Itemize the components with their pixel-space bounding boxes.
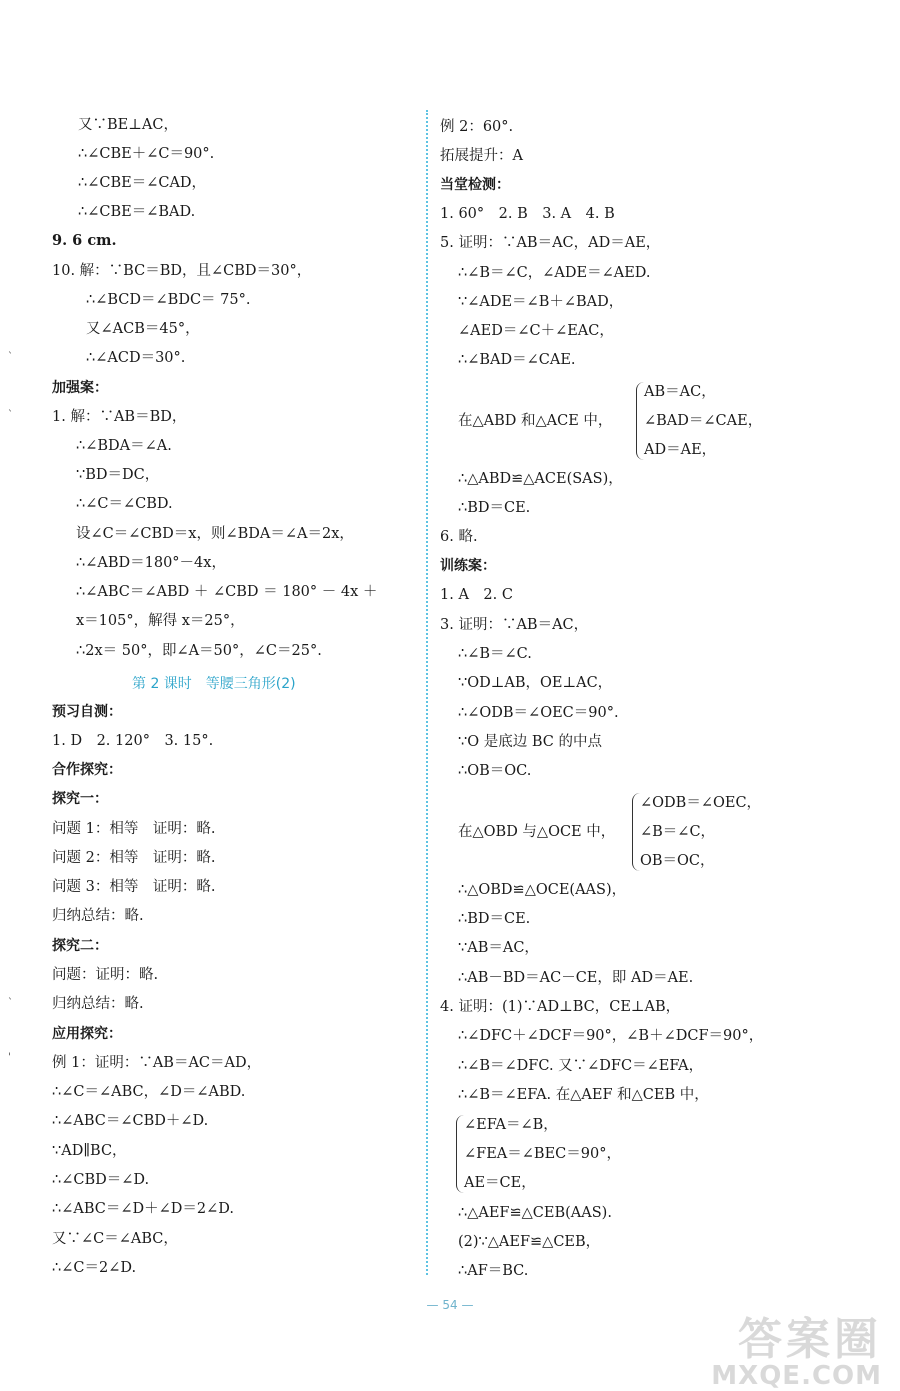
text-line: ∴∠ABC＝∠D＋∠D＝2∠D. bbox=[52, 1201, 235, 1217]
text-line: ∵BD＝DC， bbox=[76, 467, 160, 483]
text-line: ∴∠C＝2∠D. bbox=[52, 1260, 137, 1276]
text-line: ∴∠CBD＝∠D. bbox=[52, 1172, 150, 1188]
text-line: 训练案： bbox=[440, 558, 496, 574]
text-line: ∴OB＝OC. bbox=[458, 763, 532, 779]
text-line: 归纳总结：略. bbox=[52, 908, 144, 924]
text-line: ∴∠ODB＝∠OEC＝90°. bbox=[458, 705, 619, 721]
text-line: 探究一： bbox=[52, 791, 108, 807]
text-line: 问题：证明：略. bbox=[52, 967, 159, 983]
text-line: AB＝AC， bbox=[644, 384, 716, 400]
margin-mark: ' bbox=[8, 1052, 11, 1063]
text-line: AD＝AE， bbox=[644, 442, 717, 458]
text-line: ∴∠BAD＝∠CAE. bbox=[458, 352, 576, 368]
watermark bbox=[711, 1314, 882, 1391]
text-line: 加强案： bbox=[52, 380, 108, 396]
text-line: ∴∠ACD＝30°. bbox=[86, 350, 186, 366]
text-line: 归纳总结：略. bbox=[52, 996, 144, 1012]
text-line: 1. D 2. 120° 3. 15°. bbox=[52, 733, 214, 749]
text-line: ∴∠B＝∠DFC. 又∵∠DFC＝∠EFA， bbox=[458, 1058, 704, 1074]
text-line: 4. 证明：(1)∵AD⊥BC，CE⊥AB， bbox=[440, 999, 681, 1015]
text-line: ∴△ABD≌△ACE(SAS)， bbox=[458, 471, 623, 487]
page-number: — 54 — bbox=[426, 1298, 474, 1312]
text-line: 又∵BE⊥AC， bbox=[78, 117, 178, 133]
text-line: ∴∠ABD＝180°－4x， bbox=[76, 555, 226, 571]
text-line: 10. 解：∵BC＝BD，且∠CBD＝30°， bbox=[52, 263, 312, 279]
text-line: ∴AF＝BC. bbox=[458, 1263, 529, 1279]
text-line: ∴∠ABC＝∠CBD＋∠D. bbox=[52, 1113, 209, 1129]
text-line: 在△OBD 与△OCE 中， bbox=[458, 824, 616, 840]
text-line: ∠EFA＝∠B， bbox=[464, 1117, 558, 1133]
text-line: AE＝CE， bbox=[464, 1175, 536, 1191]
text-line: ∴∠BDA＝∠A. bbox=[76, 438, 172, 454]
text-line: ∵O 是底边 BC 的中点 bbox=[458, 734, 602, 750]
text-line: 6. 略. bbox=[440, 529, 478, 545]
text-line: 又∵∠C＝∠ABC， bbox=[52, 1231, 178, 1247]
text-line: 1. A 2. C bbox=[440, 587, 513, 603]
text-line: 问题 2：相等 证明：略. bbox=[52, 850, 216, 866]
text-line: ∴∠CBE＝∠CAD， bbox=[78, 175, 207, 191]
text-line: ∵OD⊥AB，OE⊥AC， bbox=[458, 675, 613, 691]
text-line: 当堂检测： bbox=[440, 177, 510, 193]
text-line: 设∠C＝∠CBD＝x，则∠BDA＝∠A＝2x， bbox=[76, 526, 354, 542]
text-line: 拓展提升：A bbox=[440, 148, 523, 164]
text-line: ∴∠B＝∠C，∠ADE＝∠AED. bbox=[458, 265, 651, 281]
text-line: ∴∠B＝∠C. bbox=[458, 646, 532, 662]
text-line: ∴△OBD≌△OCE(AAS)， bbox=[458, 882, 627, 898]
text-line: 9. 6 cm. bbox=[52, 232, 117, 249]
text-line: ∠BAD＝∠CAE， bbox=[644, 413, 763, 429]
text-line: 问题 3：相等 证明：略. bbox=[52, 879, 216, 895]
text-line: 应用探究： bbox=[52, 1026, 122, 1042]
text-line: 1. 解：∵AB＝BD， bbox=[52, 409, 187, 425]
brace-5 bbox=[636, 382, 647, 460]
text-line: 例 1：证明：∵AB＝AC＝AD， bbox=[52, 1055, 262, 1071]
text-line: ∴BD＝CE. bbox=[458, 500, 531, 516]
brace-4 bbox=[456, 1115, 467, 1193]
text-line: ∴∠CBE＋∠C＝90°. bbox=[78, 146, 215, 162]
text-line: 在△ABD 和△ACE 中， bbox=[458, 413, 613, 429]
text-line: ∴△AEF≌△CEB(AAS). bbox=[458, 1205, 612, 1221]
column-divider bbox=[426, 110, 428, 1275]
text-line: ∠B＝∠C， bbox=[640, 824, 716, 840]
text-line: ∠AED＝∠C＋∠EAC， bbox=[458, 323, 614, 339]
text-line: 合作探究： bbox=[52, 762, 122, 778]
text-line: ∵AD∥BC， bbox=[52, 1143, 127, 1159]
text-line: ∴BD＝CE. bbox=[458, 911, 531, 927]
text-line: x＝105°，解得 x＝25°， bbox=[76, 613, 245, 629]
text-line: ∴∠BCD＝∠BDC＝ 75°. bbox=[86, 292, 251, 308]
text-line: 预习自测： bbox=[52, 704, 122, 720]
text-line: 5. 证明：∵AB＝AC，AD＝AE， bbox=[440, 235, 661, 251]
text-line: ∵∠ADE＝∠B＋∠BAD， bbox=[458, 294, 624, 310]
text-line: ∴∠C＝∠ABC，∠D＝∠ABD. bbox=[52, 1084, 246, 1100]
text-line: 3. 证明：∵AB＝AC， bbox=[440, 617, 589, 633]
text-line: ∴AB－BD＝AC－CE，即 AD＝AE. bbox=[458, 970, 694, 986]
text-line: ∴∠CBE＝∠BAD. bbox=[78, 204, 196, 220]
text-line: ∵AB＝AC， bbox=[458, 940, 539, 956]
brace-3 bbox=[632, 793, 643, 871]
margin-mark: ` bbox=[8, 998, 13, 1009]
text-line: ∴∠C＝∠CBD. bbox=[76, 496, 173, 512]
text-line: 又∠ACB＝45°， bbox=[86, 321, 200, 337]
text-line: ∴2x＝ 50°，即∠A＝50°，∠C＝25°. bbox=[76, 643, 322, 659]
text-line: ∴∠ABC＝∠ABD ＋ ∠CBD ＝ 180° － 4x ＋ bbox=[76, 584, 378, 600]
watermark-logo-text: 答案圈 bbox=[738, 1314, 882, 1365]
text-line: ∠ODB＝∠OEC， bbox=[640, 795, 762, 811]
margin-mark: ` bbox=[8, 410, 13, 421]
text-line: 例 2：60°. bbox=[440, 119, 514, 135]
text-line: 1. 60° 2. B 3. A 4. B bbox=[440, 206, 615, 222]
margin-mark: ` bbox=[8, 352, 13, 363]
watermark-url: MXQE.COM bbox=[711, 1361, 882, 1391]
text-line: 第 2 课时 等腰三角形(2) bbox=[132, 676, 296, 692]
text-line: OB＝OC， bbox=[640, 853, 715, 869]
text-line: 问题 1：相等 证明：略. bbox=[52, 821, 216, 837]
text-line: 探究二： bbox=[52, 938, 108, 954]
text-line: (2)∵△AEF≌△CEB， bbox=[458, 1234, 601, 1250]
text-line: ∠FEA＝∠BEC＝90°， bbox=[464, 1146, 621, 1162]
text-line: ∴∠B＝∠EFA. 在△AEF 和△CEB 中， bbox=[458, 1087, 709, 1103]
text-line: ∴∠DFC＋∠DCF＝90°，∠B＋∠DCF＝90°， bbox=[458, 1028, 764, 1044]
